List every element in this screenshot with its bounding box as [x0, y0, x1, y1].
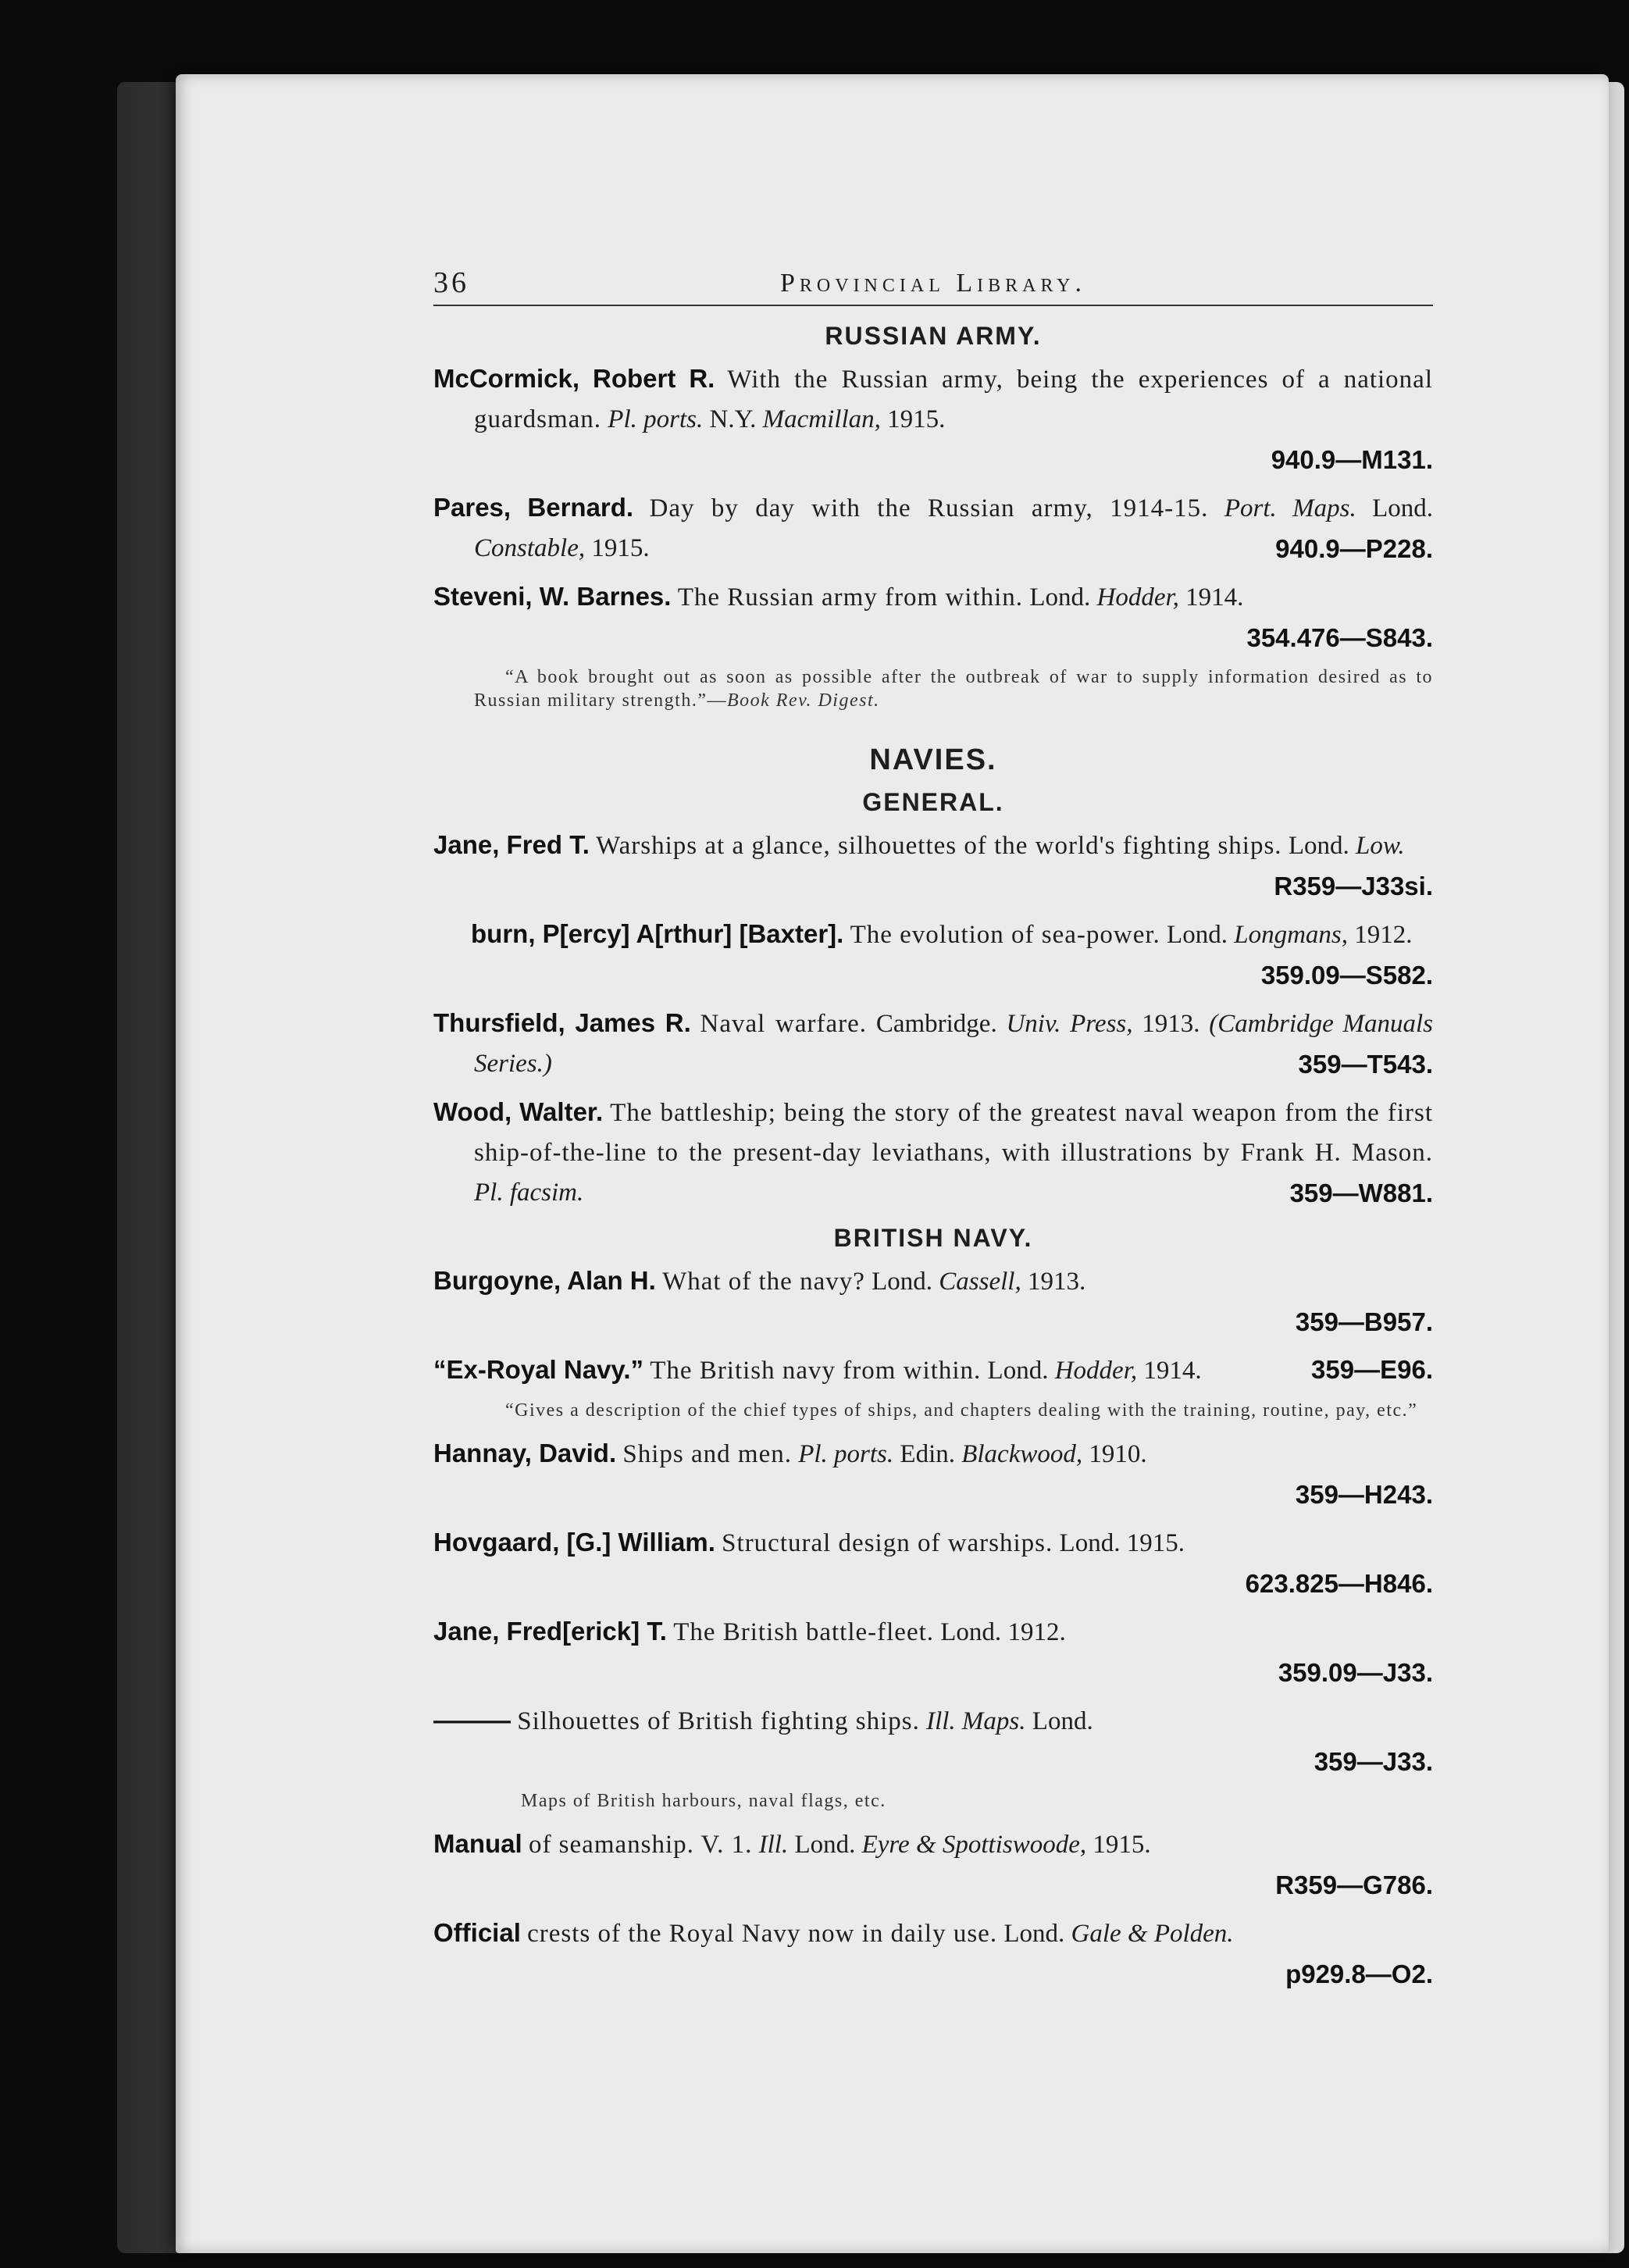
entry-publisher: Blackwood,	[961, 1440, 1083, 1468]
catalog-entry	[433, 825, 1433, 906]
entry-year: 1912.	[1007, 1618, 1066, 1646]
entry-annotation	[474, 665, 1433, 712]
entry-publisher: Low.	[1355, 832, 1405, 860]
catalog-entry	[433, 1913, 1433, 1994]
entry-title: With the Russian army, being the experiences of a national guardsman.	[474, 366, 1433, 433]
entry-title: Silhouettes of British fighting ships.	[517, 1707, 920, 1735]
entry-call-number: 359—T543.	[1298, 1050, 1433, 1079]
catalog-entry	[433, 576, 1433, 658]
entry-call-number: 359—J33.	[1314, 1747, 1433, 1776]
entry-title: Naval warfare.	[700, 1010, 868, 1038]
entry-author: Thursfield, James R.	[433, 1008, 691, 1037]
entry-year: 1910.	[1089, 1440, 1147, 1468]
entry-publisher: Gale & Polden.	[1071, 1920, 1234, 1948]
entry-author: McCormick, Robert R.	[433, 364, 715, 393]
entry-title: The British navy from within.	[650, 1357, 982, 1385]
entry-place: Lond.	[794, 1831, 856, 1859]
entry-year: 1914.	[1185, 583, 1244, 612]
entry-author: Steveni, W. Barnes.	[433, 582, 672, 611]
header-rule	[433, 305, 1433, 306]
entry-illustrations: Pl. ports.	[798, 1440, 894, 1468]
entry-place: Lond.	[987, 1357, 1049, 1385]
entry-call-number: 940.9—P228.	[1275, 534, 1433, 563]
entry-title: of seamanship. V. 1.	[528, 1831, 753, 1859]
entry-call-number: 359—H243.	[1295, 1480, 1433, 1509]
entry-place: Cambridge.	[875, 1010, 997, 1038]
entry-year: 1913.	[1142, 1010, 1200, 1038]
subsection-heading-general: GENERAL.	[862, 788, 1004, 816]
annotation-text: Maps of British harbours, naval flags, etc.	[521, 1791, 886, 1811]
section-heading-british-navy: BRITISH NAVY.	[833, 1224, 1033, 1252]
entry-place: Lond.	[940, 1618, 1002, 1646]
entry-publisher: Longmans,	[1234, 921, 1348, 949]
catalog-entry	[433, 358, 1433, 480]
entry-call-number: 359—E96.	[1311, 1355, 1433, 1384]
entry-publisher: Macmillan,	[762, 405, 881, 433]
entry-publisher: Cassell,	[939, 1268, 1021, 1296]
entry-title: The battleship; being the story of the greatest naval weapon from the first ship-of-the-line to the present-day leviathans, with illustrations by Frank H. Mason.	[474, 1099, 1434, 1167]
entry-year: 1914.	[1143, 1357, 1202, 1385]
running-head	[433, 258, 1433, 305]
catalog-entry	[433, 1522, 1433, 1603]
entry-place: Lond.	[1167, 921, 1228, 949]
entry-annotation	[490, 1789, 1433, 1813]
entry-author: burn, P[ercy] A[rthur] [Baxter].	[471, 919, 844, 948]
entry-call-number: 354.476—S843.	[1246, 623, 1433, 652]
section-heading-navies: NAVIES.	[869, 744, 997, 776]
catalog-entry	[433, 1700, 1433, 1781]
entry-place: Lond.	[872, 1268, 933, 1296]
entry-call-number: R359—G786.	[1275, 1870, 1433, 1899]
entry-publisher: Hodder,	[1054, 1357, 1138, 1385]
entry-title: The evolution of sea-power.	[850, 921, 1160, 949]
entry-call-number: 623.825—H846.	[1245, 1569, 1433, 1598]
entry-place: Lond.	[1032, 1707, 1093, 1735]
entry-year: 1912.	[1354, 921, 1413, 949]
entry-place: Lond.	[1372, 494, 1434, 522]
entry-illustrations: Port. Maps.	[1224, 494, 1356, 522]
catalog-entry	[433, 1824, 1433, 1905]
entry-title: The Russian army from within.	[677, 583, 1024, 612]
entry-year: 1915.	[1126, 1529, 1185, 1557]
entry-author: ———	[433, 1706, 511, 1735]
entry-title: crests of the Royal Navy now in daily use.	[527, 1920, 998, 1948]
entry-year: 1915.	[591, 534, 650, 562]
entry-place: N.Y.	[709, 405, 757, 433]
catalog-entry	[433, 1350, 1433, 1391]
entry-title: Warships at a glance, silhouettes of the world's fighting ships.	[596, 832, 1282, 860]
entry-place: Edin.	[900, 1440, 955, 1468]
entry-call-number: 359.09—S582.	[1260, 961, 1433, 990]
entry-place: Lond.	[1029, 583, 1091, 612]
entry-call-number: 359.09—J33.	[1278, 1658, 1433, 1687]
catalog-entry	[433, 1433, 1433, 1514]
entry-title: Day by day with the Russian army, 1914-15.	[649, 494, 1209, 522]
running-title: Provincial Library.	[779, 269, 1087, 298]
entry-author: Hannay, David.	[433, 1439, 617, 1467]
entry-year: 1915.	[887, 405, 946, 433]
entry-call-number: 359—W881.	[1289, 1179, 1433, 1207]
entry-author: Jane, Fred T.	[433, 830, 590, 859]
entry-call-number: 359—B957.	[1295, 1307, 1433, 1336]
catalog-entry	[433, 487, 1433, 569]
entry-series: (Cambridge Manuals Series.)	[474, 1010, 1434, 1078]
entry-illustrations: Pl. ports.	[608, 405, 704, 433]
entry-title: Ships and men.	[622, 1440, 792, 1468]
catalog-entry	[433, 1092, 1433, 1213]
entry-illustrations: Ill.	[758, 1831, 789, 1859]
entry-publisher: Univ. Press,	[1006, 1010, 1133, 1038]
entry-call-number: R359—J33si.	[1274, 872, 1433, 900]
catalog-entry	[433, 1003, 1433, 1084]
annotation-source: Book Rev. Digest.	[726, 690, 880, 711]
entry-place: Lond.	[1288, 832, 1349, 860]
entry-title: What of the navy?	[662, 1268, 865, 1296]
entry-publisher: Constable,	[474, 534, 586, 562]
entry-author: Burgoyne, Alan H.	[433, 1266, 656, 1295]
entry-year: 1913.	[1027, 1268, 1086, 1296]
entry-author: Jane, Fred[erick] T.	[433, 1617, 667, 1646]
entry-year: 1915.	[1093, 1831, 1151, 1859]
entry-illustrations: Ill. Maps.	[926, 1707, 1026, 1735]
page-number: 36	[433, 266, 469, 299]
entry-call-number: 940.9—M131.	[1271, 445, 1433, 474]
section-heading-russian-army: RUSSIAN ARMY.	[825, 322, 1042, 350]
page-content	[433, 258, 1433, 2002]
entry-title: The British battle-fleet.	[673, 1618, 935, 1646]
entry-author: Hovgaard, [G.] William.	[433, 1528, 715, 1557]
entry-annotation	[474, 1399, 1433, 1422]
catalog-entry	[471, 914, 1433, 995]
entry-author: Official	[433, 1918, 521, 1947]
entry-publisher: Eyre & Spottiswoode,	[861, 1831, 1087, 1859]
entry-author: Wood, Walter.	[433, 1097, 604, 1126]
entry-author: Manual	[433, 1829, 522, 1858]
entry-author: Pares, Bernard.	[433, 493, 634, 522]
entry-call-number: p929.8—O2.	[1285, 1960, 1433, 1988]
entry-title: Structural design of warships.	[722, 1529, 1053, 1557]
catalog-entry	[433, 1611, 1433, 1692]
entry-place: Lond.	[1059, 1529, 1121, 1557]
entry-place: Lond.	[1003, 1920, 1065, 1948]
entry-illustrations: Pl. facsim.	[474, 1179, 584, 1207]
catalog-entry	[433, 1261, 1433, 1342]
annotation-text: “Gives a description of the chief types of ships, and chapters dealing with the training, routine, pay, etc.”	[505, 1400, 1418, 1421]
entry-publisher: Hodder,	[1096, 583, 1179, 612]
annotation-text: “A book brought out as soon as possible after the outbreak of war to supply information desired as to Russian military strength.”—	[474, 667, 1433, 711]
entry-author: “Ex-Royal Navy.”	[433, 1355, 643, 1384]
